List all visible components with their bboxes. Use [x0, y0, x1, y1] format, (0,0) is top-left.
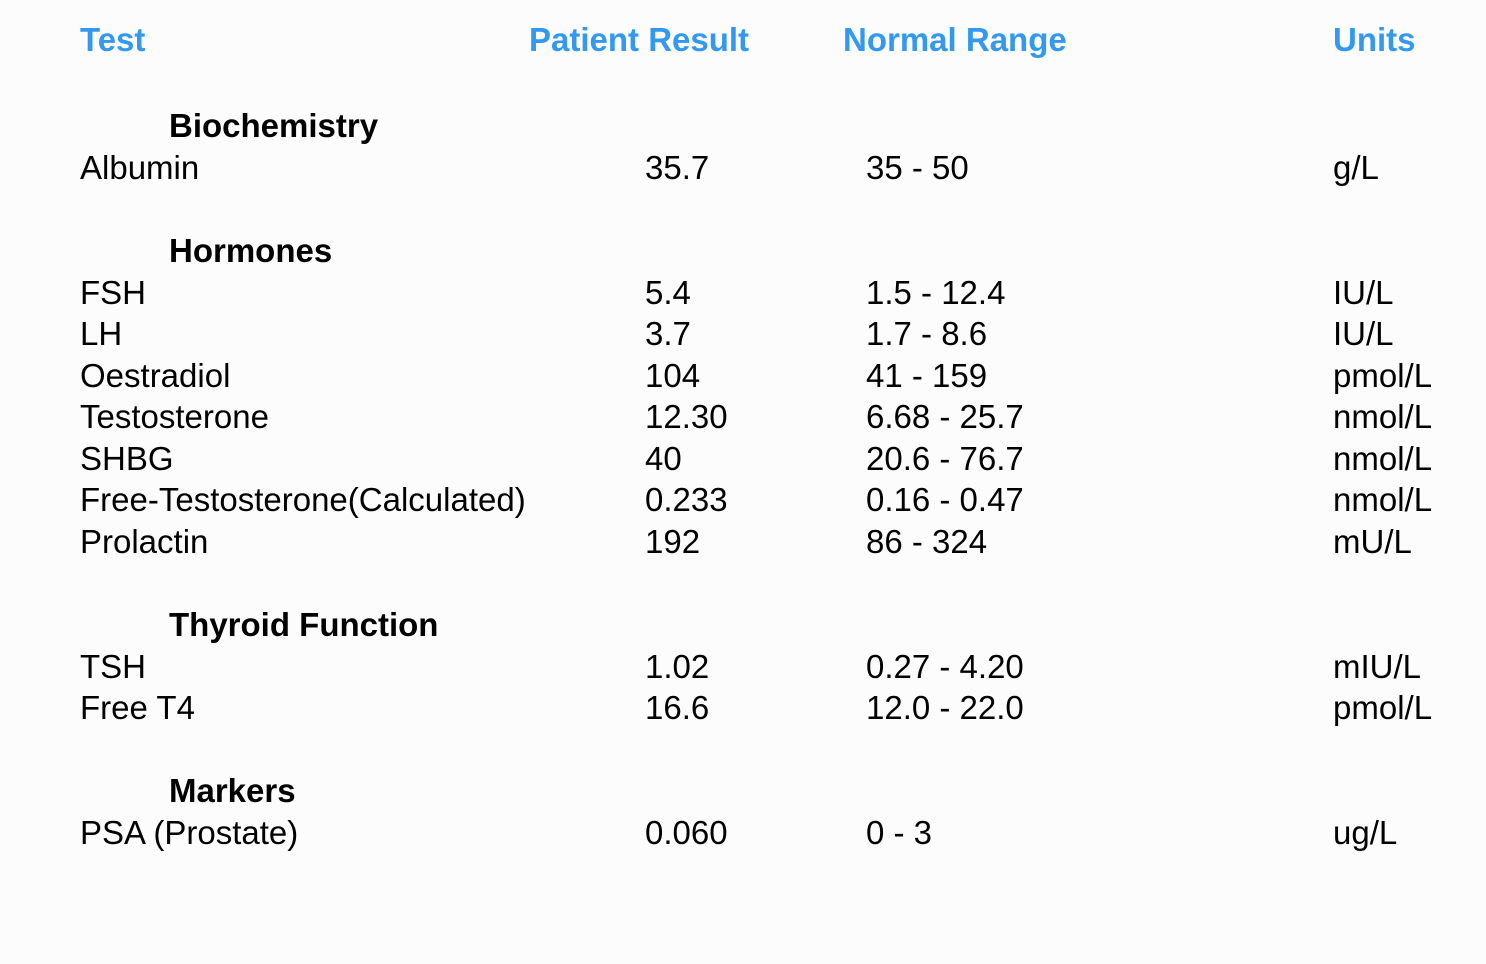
header-test: Test	[80, 21, 146, 58]
units: g/L	[1333, 149, 1379, 186]
patient-result: 16.6	[645, 689, 710, 726]
header-patient-result: Patient Result	[529, 21, 750, 58]
table-row	[0, 812, 1486, 854]
table-row	[0, 396, 1486, 438]
normal-range: 35 - 50	[866, 149, 969, 186]
patient-result: 104	[645, 357, 701, 394]
patient-result: 35.7	[645, 149, 710, 186]
units: ug/L	[1333, 814, 1398, 851]
test-name: Testosterone	[80, 398, 269, 435]
table-row	[0, 687, 1486, 729]
table-row	[0, 646, 1486, 688]
units: nmol/L	[1333, 481, 1433, 518]
header-units: Units	[1333, 21, 1416, 58]
normal-range: 0.16 - 0.47	[866, 481, 1024, 518]
patient-result: 40	[645, 440, 682, 477]
normal-range: 0.27 - 4.20	[866, 648, 1024, 685]
patient-result: 0.060	[645, 814, 728, 851]
patient-result: 5.4	[645, 274, 691, 311]
test-name: Albumin	[80, 149, 200, 186]
units: nmol/L	[1333, 440, 1433, 477]
units: pmol/L	[1333, 357, 1433, 394]
normal-range: 6.68 - 25.7	[866, 398, 1024, 435]
patient-result: 1.02	[645, 648, 710, 685]
normal-range: 86 - 324	[866, 523, 988, 560]
test-name: Prolactin	[80, 523, 209, 560]
table-row	[0, 479, 1486, 521]
test-name: FSH	[80, 274, 146, 311]
test-name: Oestradiol	[80, 357, 231, 394]
patient-result: 192	[645, 523, 701, 560]
test-name: LH	[80, 315, 123, 352]
normal-range: 12.0 - 22.0	[866, 689, 1024, 726]
test-name: Free-Testosterone(Calculated)	[80, 481, 526, 518]
units: mU/L	[1333, 523, 1412, 560]
table-row	[0, 438, 1486, 480]
section-title: Biochemistry	[169, 107, 379, 144]
units: IU/L	[1333, 315, 1394, 352]
normal-range: 0 - 3	[866, 814, 933, 851]
test-name: Free T4	[80, 689, 195, 726]
units: mIU/L	[1333, 648, 1422, 685]
section-title: Thyroid Function	[169, 606, 439, 643]
test-name: PSA (Prostate)	[80, 814, 299, 851]
section-title: Markers	[169, 772, 296, 809]
patient-result: 3.7	[645, 315, 691, 352]
test-name: SHBG	[80, 440, 174, 477]
normal-range: 1.5 - 12.4	[866, 274, 1006, 311]
units: pmol/L	[1333, 689, 1433, 726]
normal-range: 20.6 - 76.7	[866, 440, 1024, 477]
units: nmol/L	[1333, 398, 1433, 435]
test-name: TSH	[80, 648, 146, 685]
header-normal-range: Normal Range	[843, 21, 1067, 58]
normal-range: 41 - 159	[866, 357, 988, 394]
units: IU/L	[1333, 274, 1394, 311]
patient-result: 12.30	[645, 398, 728, 435]
table-row	[0, 313, 1486, 355]
table-row	[0, 272, 1486, 314]
section-title: Hormones	[169, 232, 333, 269]
table-row	[0, 147, 1486, 189]
patient-result: 0.233	[645, 481, 728, 518]
normal-range: 1.7 - 8.6	[866, 315, 988, 352]
table-row	[0, 355, 1486, 397]
table-row	[0, 521, 1486, 563]
